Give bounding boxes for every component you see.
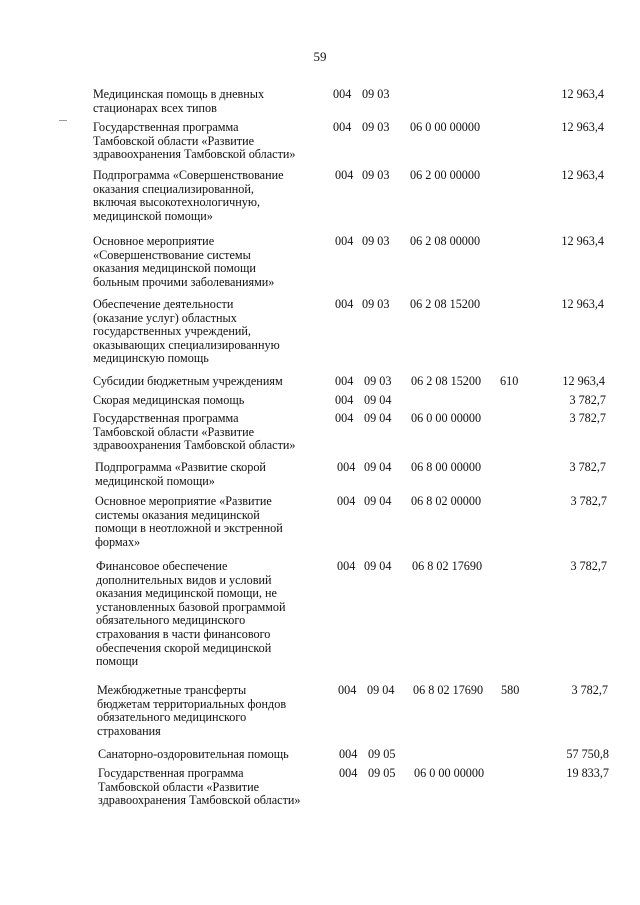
row-section-code: 09 04 xyxy=(364,411,392,425)
row-ministry-code: 004 xyxy=(335,374,354,388)
row-target-code: 06 8 02 17690 xyxy=(412,559,483,573)
row-name: Подпрограмма «Развитие скорой медицинской помощи» xyxy=(95,460,266,488)
row-target-code: 06 0 00 00000 xyxy=(411,411,482,425)
row-section-code: 09 05 xyxy=(368,747,396,761)
row-ministry-code: 004 xyxy=(337,494,356,508)
row-ministry-code: 004 xyxy=(335,297,354,311)
row-section-code: 09 04 xyxy=(364,460,392,474)
row-section-code: 09 03 xyxy=(362,297,390,311)
row-ministry-code: 004 xyxy=(339,747,358,761)
row-expense-type-code: 580 xyxy=(501,683,520,697)
row-name: Скорая медицинская помощь xyxy=(93,393,245,407)
row-section-code: 09 04 xyxy=(367,683,395,697)
row-amount: 12 963,4 xyxy=(561,297,604,311)
row-ministry-code: 004 xyxy=(335,393,354,407)
row-target-code: 06 2 08 15200 xyxy=(410,297,481,311)
margin-mark xyxy=(59,120,67,121)
row-name: Санаторно-оздоровительная помощь xyxy=(98,747,289,761)
row-amount: 3 782,7 xyxy=(570,494,607,508)
row-name: Государственная программа Тамбовской области «Развитие здравоохранения Тамбовской области» xyxy=(93,411,296,453)
row-section-code: 09 03 xyxy=(362,234,390,248)
row-ministry-code: 004 xyxy=(333,87,352,101)
row-name: Медицинская помощь в дневных стационарах всех типов xyxy=(93,87,265,115)
row-ministry-code: 004 xyxy=(335,234,354,248)
row-amount: 57 750,8 xyxy=(566,747,609,761)
page-number: 59 xyxy=(313,49,327,64)
row-name: Основное мероприятие «Развитие системы оказания медицинской помощи в неотложной и экстренной формах» xyxy=(95,494,283,549)
row-name: Государственная программа Тамбовской области «Развитие здравоохранения Тамбовской области» xyxy=(93,120,296,162)
row-amount: 12 963,4 xyxy=(562,374,605,388)
row-name: Обеспечение деятельности (оказание услуг) областных государственных учреждений, оказывающих специализированную медицинскую помощь xyxy=(93,297,280,366)
row-amount: 3 782,7 xyxy=(570,559,607,573)
row-expense-type-code: 610 xyxy=(500,374,519,388)
row-section-code: 09 03 xyxy=(362,120,390,134)
row-target-code: 06 0 00 00000 xyxy=(410,120,481,134)
row-section-code: 09 05 xyxy=(368,766,396,780)
row-name: Субсидии бюджетным учреждениям xyxy=(93,374,283,388)
row-ministry-code: 004 xyxy=(338,683,357,697)
row-target-code: 06 0 00 00000 xyxy=(414,766,485,780)
row-section-code: 09 04 xyxy=(364,559,392,573)
row-section-code: 09 04 xyxy=(364,393,392,407)
row-amount: 3 782,7 xyxy=(571,683,608,697)
row-amount: 12 963,4 xyxy=(561,168,604,182)
row-amount: 3 782,7 xyxy=(569,411,606,425)
row-target-code: 06 2 00 00000 xyxy=(410,168,481,182)
row-ministry-code: 004 xyxy=(335,168,354,182)
row-name: Государственная программа Тамбовской области «Развитие здравоохранения Тамбовской области» xyxy=(98,766,301,808)
row-section-code: 09 03 xyxy=(362,87,390,101)
row-amount: 3 782,7 xyxy=(569,393,606,407)
row-amount: 12 963,4 xyxy=(561,120,604,134)
row-amount: 12 963,4 xyxy=(561,87,604,101)
row-ministry-code: 004 xyxy=(333,120,352,134)
row-target-code: 06 8 00 00000 xyxy=(411,460,482,474)
row-amount: 19 833,7 xyxy=(566,766,609,780)
row-name: Основное мероприятие «Совершенствование системы оказания медицинской помощи больным прочими заболеваниями» xyxy=(93,234,275,289)
row-ministry-code: 004 xyxy=(337,460,356,474)
row-target-code: 06 2 08 15200 xyxy=(411,374,482,388)
row-ministry-code: 004 xyxy=(339,766,358,780)
row-ministry-code: 004 xyxy=(337,559,356,573)
row-ministry-code: 004 xyxy=(335,411,354,425)
row-amount: 12 963,4 xyxy=(561,234,604,248)
row-target-code: 06 8 02 17690 xyxy=(413,683,484,697)
row-section-code: 09 04 xyxy=(364,494,392,508)
row-name: Подпрограмма «Совершенствование оказания специализированной, включая высокотехнологичную, медицинской помощи» xyxy=(93,168,284,223)
row-section-code: 09 03 xyxy=(362,168,390,182)
row-name: Межбюджетные трансферты бюджетам территориальных фондов обязательного медицинского страхования xyxy=(97,683,287,738)
row-target-code: 06 8 02 00000 xyxy=(411,494,482,508)
row-section-code: 09 03 xyxy=(364,374,392,388)
row-amount: 3 782,7 xyxy=(569,460,606,474)
row-name: Финансовое обеспечение дополнительных видов и условий оказания медицинской помощи, не установленных базовой программой обязательного медицинского страхования в части финансового обеспечения скорой медицинской помощи xyxy=(96,559,286,669)
row-target-code: 06 2 08 00000 xyxy=(410,234,481,248)
